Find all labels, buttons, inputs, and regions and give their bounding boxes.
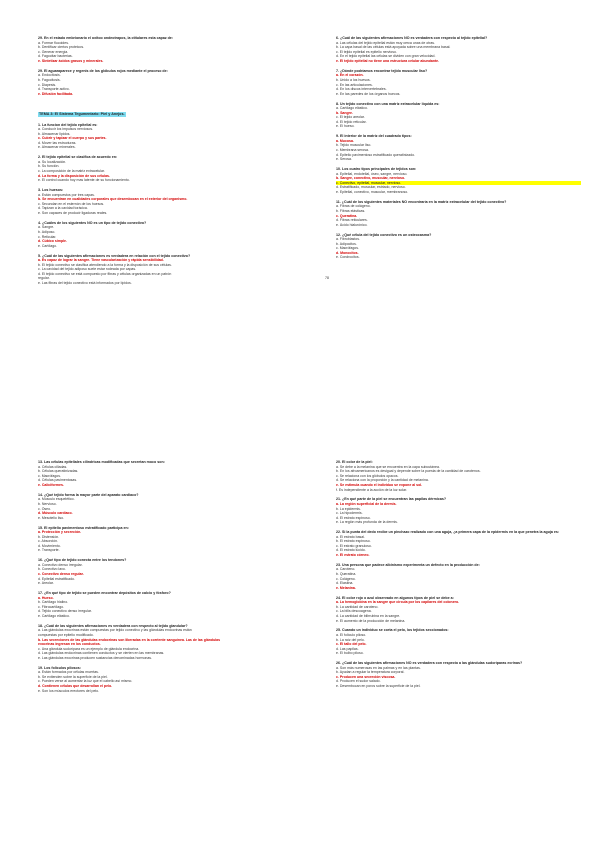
- question-block: [38, 526, 283, 554]
- answer-option: a. Están compuestos por tres capas.: [38, 192, 95, 197]
- answer-option: c. El estrato granuloso.: [336, 543, 372, 548]
- answer-option: c. El tejido epitelial es epitelio nervioso.: [336, 49, 397, 54]
- question-block: [38, 460, 283, 488]
- question-block: [38, 36, 283, 64]
- answer-option-correct: e. Sintetizar ácidos grasos y minerales.: [38, 58, 104, 63]
- question-text: 10. Los cuatro tipos principales de tejidos son:: [336, 167, 417, 171]
- question-text: 5. ¿Cuál de las siguientes afirmaciones es verdadera en relación con el tejido conectivo?: [38, 253, 191, 258]
- answer-option: d. El tejido conectivo se está compuesto por fibras y células organizadas en un patrón: [38, 271, 172, 276]
- answer-option: d. En el tejido epitelial las células se dividen con gran velocidad.: [336, 54, 436, 59]
- answer-option-correct: a. En el corazón.: [336, 73, 364, 78]
- answer-option: d. Tejido conectivo denso irregular.: [38, 609, 92, 614]
- answer-option: b. Almacenar lipidos.: [38, 131, 71, 136]
- answer-option: d. Elastina.: [336, 581, 354, 586]
- question-block: [38, 221, 283, 249]
- question-text: 3. Los huesos:: [38, 188, 64, 192]
- question-block: [38, 69, 283, 97]
- question-text: 17. ¿En qué tipo de tejido se pueden encontrar depósitos de calcio y fósforo?: [38, 591, 171, 595]
- answer-option: c. Reticular.: [38, 234, 57, 239]
- answer-option: e. Desembocan en poros sobre la superficie de la piel.: [336, 684, 421, 689]
- answer-option: d. Tapizan a la cavidad torácica.: [38, 206, 88, 211]
- question-block: [38, 666, 283, 694]
- answer-option: d. El tejido reticular.: [336, 119, 367, 124]
- answer-option: c. Pueden verse al aumentar la luz que el cabello así mismo.: [38, 679, 133, 684]
- answer-option: b. Dentificar ciertos proteicos.: [38, 45, 85, 50]
- answer-option: a. Formar flucoides.: [38, 40, 69, 45]
- answer-option: e. Son los músculos erectores del pelo.: [38, 688, 100, 693]
- answer-option: b. Tejido muscular liso.: [336, 143, 372, 148]
- question-block: [336, 200, 581, 228]
- answer-option: a. Son más numerosas en las palmas y en las plantas.: [336, 665, 421, 670]
- answer-option-correct: d. Cúbico simple.: [38, 239, 67, 244]
- question-text: 22. Si la punta del dedo recibe un pinchazo realizado con una aguja, ¿a primera capa de la epidermis en la que penetra la aguja es:: [336, 530, 560, 535]
- column-top-left: [38, 36, 283, 291]
- answer-option: d. Células pavimentosas.: [38, 478, 78, 483]
- question-block: [336, 596, 581, 624]
- answer-option-correct: d. Músculo cardíaco.: [38, 511, 73, 516]
- answer-option: a. El folículo piloso.: [336, 632, 367, 637]
- answer-option: a. Se debe a la melanina que se encuentra en la capa subcutánea.: [336, 464, 440, 469]
- answer-option: c. Generar energia.: [38, 49, 69, 54]
- answer-option: b. Conectivo laxo.: [38, 567, 66, 572]
- answer-option-correct: exocrinas ingresan en los conductos.: [38, 642, 101, 647]
- question-block: [336, 134, 581, 162]
- answer-option: d. Epitelial estratificado.: [38, 576, 75, 581]
- answer-option-correct: c. El tallo del pelo.: [336, 642, 367, 647]
- question-text: 8. Un tejido conectivo con una matriz extracelular líquida es:: [336, 101, 440, 106]
- answer-option: a. Músculo esquelético.: [38, 497, 75, 502]
- answer-option: a. Cartílago elástico.: [336, 106, 368, 111]
- answer-option: d. Fagocitar bacterias.: [38, 54, 73, 59]
- answer-option: e. El control cuando hoy mas latente de su funcionamiento.: [38, 178, 130, 183]
- answer-option: d. En los discos intervertebrales.: [336, 87, 387, 92]
- question-text: 9. El interior de la matriz del cuadrado tipos:: [336, 134, 412, 139]
- answer-option: a. Caroteno.: [336, 567, 356, 572]
- answer-option: e. Cartílago elástico.: [38, 613, 70, 618]
- answer-option: c. Macrófagos.: [336, 246, 359, 251]
- answer-option: b. Se extienden sobre la superficie de la piel.: [38, 674, 108, 679]
- question-block: [38, 558, 283, 586]
- answer-option: e. El aumento de la producción de melanina.: [336, 618, 406, 623]
- answer-option: a. El estrato basal.: [336, 534, 365, 539]
- answer-option: c. Óseo.: [38, 506, 52, 511]
- answer-option: b. La cantidad de caroteno.: [336, 604, 379, 609]
- topic-heading: TEMA 3: El Sistema Tegumentario: Piel y Anejos.: [39, 111, 125, 116]
- answer-option: e. Las fibras del tejido conectivo está informados por lípidos.: [38, 281, 132, 286]
- answer-option: a. Conectivo denso irregular.: [38, 562, 83, 567]
- answer-option: e. Transporte.: [38, 548, 60, 553]
- question-text: 26. ¿Cuál de las siguientes afirmaciones NO es verdadera con respecto a las glándulas sudoríparas ecrinas?: [336, 661, 523, 666]
- answer-option: e. Epitelial, conectivo, muscular, membranoso.: [336, 189, 409, 194]
- answer-option: c. Absorción.: [38, 539, 59, 544]
- answer-option: b. Adiposo.: [38, 229, 56, 234]
- answer-option: a. Fibras de colágeno.: [336, 204, 371, 209]
- answer-option: b. La raíz del pelo.: [336, 637, 365, 642]
- question-text: 15. El epitelio pavimentoso estratificado participa en:: [38, 525, 129, 530]
- answer-option: e. El bulbo piloso.: [336, 651, 364, 656]
- answer-option: c. Membrana serosa.: [336, 148, 369, 153]
- answer-option: b. Unido a los huesos.: [336, 77, 371, 82]
- answer-option: e. Almacenar minerales.: [38, 145, 76, 150]
- answer-option: c. Conectivo, epitelial, muscular, nervioso.: [336, 181, 581, 186]
- question-text: 2. El tejido epitelial se clasifica de acuerdo en:: [38, 155, 118, 160]
- question-block: [336, 497, 581, 525]
- question-text: 21. ¿En qué parte de la piel se encuentran las papilas dérmicas?: [336, 497, 447, 502]
- question-block: [336, 460, 581, 492]
- answer-option-correct: b. Sangre, conectivo, muscular, nervioso.: [336, 176, 406, 181]
- answer-option-correct: e. Caliciformes.: [38, 482, 64, 487]
- question-block: [336, 69, 581, 97]
- answer-option: c. Macrófagos.: [38, 473, 61, 478]
- answer-option-correct: c. Cubrir y tapizar el cuerpo y sus partes.: [38, 136, 107, 141]
- answer-option: e. Las glándulas exocrinas producen sustancias denominadas hormonas.: [38, 655, 153, 660]
- answer-option: e. Son capaces de producir ligaduras reales.: [38, 210, 108, 215]
- answer-option-correct: a. Es capaz de lograr la sangre. Tiene vascularización y rápida sensibilidad.: [38, 258, 164, 263]
- question-block: [336, 661, 581, 689]
- column-top-right: [336, 36, 581, 265]
- answer-option-correct: e. El tejido epitelial no tiene una estructura celular abundante.: [336, 58, 440, 63]
- side-number: 78: [325, 276, 329, 280]
- answer-option: d. Se relaciona con la proporción y la cantidad de melanina.: [336, 478, 429, 483]
- answer-option: a. Su localización.: [38, 159, 67, 164]
- answer-option-correct: b. Las secreciones de las glándulas endocrinas son liberadas en la corriente sanguínea. Las de las glándulas: [38, 637, 221, 642]
- answer-option: a. Endocitosis.: [38, 73, 61, 78]
- question-block: [38, 188, 283, 216]
- answer-option-correct: d. La forma y la disposición de sus células.: [38, 173, 110, 178]
- question-block: [336, 233, 581, 261]
- question-block: [38, 624, 283, 661]
- question-block: [38, 254, 283, 286]
- answer-option-correct: d. Contienen células que desarrollan el pelo.: [38, 684, 113, 689]
- answer-option: a. Fibroblastos.: [336, 237, 360, 242]
- answer-option-correct: c. Conectivo denso regular.: [38, 572, 84, 577]
- question-block: [336, 563, 581, 591]
- answer-option-correct: a. Mucosa.: [336, 138, 354, 143]
- answer-option-correct: a. Protección y secreción.: [38, 530, 82, 535]
- answer-option: c. Una glándula sudorípara es un ejemplo de glándula endocrina.: [38, 646, 140, 651]
- answer-option-correct: e. Se estimula cuando el individuo se expone al sol.: [336, 482, 423, 487]
- question-text: 14. ¿Qué tejido forma la mayor parte del aparato cardiaco?: [38, 492, 139, 497]
- answer-option: c. La cavidad del tejido adiposo suele estar rodeada por capas.: [38, 267, 137, 272]
- answer-option: a. Epitelial, endotelial, óseo, sangre, nervioso.: [336, 171, 408, 176]
- answer-option: c. La composición de la matriz extracelular.: [38, 169, 105, 174]
- answer-option: c. El tejido areolar.: [336, 115, 365, 120]
- question-text: 4. ¿Cuáles de los siguientes NO es un tipo de tejido conectivo?: [38, 220, 147, 225]
- answer-option: c. Colágeno.: [336, 576, 356, 581]
- answer-option-correct: e. El estrato córneo.: [336, 553, 370, 558]
- answer-option: compuestas por epitelio modificado.: [38, 632, 94, 637]
- question-text: 19. Los folículos pilosos:: [38, 665, 81, 670]
- question-text: 20. El color de la piel:: [336, 460, 373, 464]
- question-text: 24. El color rojo o azul observado en algunos tipos de piel se debe a:: [336, 595, 454, 600]
- answer-option: b. El tejido conectivo se clasifica atendiendo a la forma y la disposición de sus células.: [38, 262, 172, 267]
- answer-option: e. Serosa.: [336, 157, 352, 162]
- question-text: 6. ¿Cuál de las siguientes afirmaciones NO es verdadera con respecto al tejido epitelial?: [336, 36, 488, 40]
- question-text: 29. En el estado embrionario el oxitoo ondeotrapos, la ctitulares esta capaz de:: [38, 36, 174, 40]
- question-text: 13. Las células epiteliales cilíndricas modificadas que secretan moco son:: [38, 460, 165, 464]
- answer-option: b. Distensión.: [38, 534, 60, 539]
- column-bottom-right: [336, 460, 581, 694]
- answer-option: d. Epitelio pavimentoso estratificado queratinizado.: [336, 152, 415, 157]
- question-block: [336, 167, 581, 195]
- question-text: 7. ¿Dónde podríamos encontrar tejido muscular liso?: [336, 68, 428, 73]
- answer-option: c. La bilis descoagena.: [336, 609, 372, 614]
- answer-option: c. La hipodermis.: [336, 511, 363, 516]
- answer-option: b. Su función.: [38, 164, 60, 169]
- answer-option: b. La capa basal de las células está apoyada sobre una membrana basal.: [336, 45, 451, 50]
- answer-option-correct: e. Difusión facilitada.: [38, 91, 74, 96]
- question-text: 16. ¿Qué tipo de tejido conecta entre los tendones?: [38, 558, 127, 563]
- answer-option-correct: d. Monocitos.: [336, 250, 359, 255]
- answer-option: c. Secundan en el esternón de los huesos.: [38, 201, 105, 206]
- answer-option-correct: a. La hemoglobina en la sangre que circula por los capilares del colonero.: [336, 600, 460, 605]
- answer-option: regular.: [38, 276, 50, 281]
- column-bottom-left: [38, 460, 283, 698]
- answer-option: b. En los afroamericanos es desigual y depende sobre la puesta de la cantidad de carotenos.: [336, 469, 481, 474]
- answer-option-correct: c. Producen una secreción viscosa.: [336, 674, 396, 679]
- question-block: [336, 628, 581, 656]
- answer-option-correct: a. Hueso.: [38, 595, 54, 600]
- answer-option: e. Mesotelio liso.: [38, 515, 65, 520]
- answer-option: d. Mover las estructuras.: [38, 140, 77, 145]
- answer-option: e. En las paredes de los órganos huecos.: [336, 91, 401, 96]
- answer-option: a. Las glándulas exocrinas están compuestas por tejido conectivo y las glándulas endocrinas están: [38, 628, 192, 633]
- question-block: [38, 155, 283, 183]
- answer-option-correct: a. La región superficial de la dermis.: [336, 501, 397, 506]
- answer-option: a. Conducir los impulsos nerviosos.: [38, 127, 94, 132]
- question-text: 25. Cuando un individuo se corta el pelo, los tejidos seccionados:: [336, 628, 449, 633]
- answer-option: e. Condrocitos.: [336, 255, 360, 260]
- answer-option: d. Las papilas.: [336, 646, 359, 651]
- question-text: 29. El aguaraparece y regenis de los glóbulos rojos mediante el proceso de:: [38, 68, 168, 73]
- answer-option: c. En las articulaciones.: [336, 82, 373, 87]
- answer-option: e. Ácido hialurónico.: [336, 222, 368, 227]
- question-text: 23. Una persona que padece albinismo experimenta un defecto en la producción de:: [336, 562, 480, 567]
- answer-option: b. Cartílago hialino.: [38, 600, 69, 605]
- answer-option: c. Diapesis.: [38, 82, 57, 87]
- answer-option: c. Se relaciona con los glóbulos opacos.: [336, 473, 399, 478]
- answer-option: a. Las células del tejido epitelial están muy cerca unas de otras.: [336, 40, 436, 45]
- answer-option: b. Nervioso.: [38, 501, 57, 506]
- answer-option: b. La epidermis.: [336, 506, 361, 511]
- answer-option: e. La región más profunda de la dermis.: [336, 520, 398, 525]
- answer-option: a. Sangre.: [38, 225, 55, 230]
- page-bottom: [0, 424, 600, 848]
- answer-option: d. Movimiento.: [38, 543, 61, 548]
- answer-option: a. Células ciliadas.: [38, 464, 68, 469]
- question-block: [38, 493, 283, 521]
- question-text: 18. ¿Cuál de las siguientes afirmaciones es verdadera con respecto al tejido glandular?: [38, 623, 188, 628]
- question-text: 1. La funcion del tejido epitelial es:: [38, 122, 98, 127]
- answer-option: d. Estratificado, muscular, estriado, nervioso.: [336, 185, 406, 190]
- answer-option: b. Células queratinizadas.: [38, 469, 79, 474]
- answer-option: b. Fibras elásticas.: [336, 208, 366, 213]
- question-block: [38, 123, 283, 151]
- answer-option: e. El hueso.: [336, 124, 355, 129]
- answer-option: d. Transporte activo.: [38, 87, 70, 92]
- question-block: [38, 591, 283, 619]
- question-text: 11. ¿Cuál de los siguientes materiales NO encontraría en la matriz extracelular del tejido conectivo?: [336, 199, 507, 204]
- answer-option: b. Ayudan a regular la temperatura corporal.: [336, 670, 405, 675]
- answer-option: f. Es independiente a la acción de la luz solar.: [336, 487, 408, 492]
- answer-option-correct: e. Melanina.: [336, 585, 356, 590]
- question-block: [336, 530, 581, 558]
- answer-option: d. El estrato espinoso.: [336, 515, 371, 520]
- answer-option-correct: c. Queratina.: [336, 213, 358, 218]
- question-text: 12. ¿Qué célula del tejido conectivo es un osteocasma?: [336, 232, 432, 237]
- answer-option: c. Fibrocartílago.: [38, 604, 65, 609]
- answer-option-correct: b. Se encuentran en cualidades corporales que desembocan en el exterior del organismo.: [38, 197, 188, 202]
- answer-option: b. Adipocitos.: [336, 241, 357, 246]
- answer-option-correct: b. Sangre.: [336, 110, 353, 115]
- question-block: [336, 36, 581, 64]
- answer-option: d. La cantidad de bilirrubina en la sangre.: [336, 613, 401, 618]
- answer-option: d. El estrato lúcido.: [336, 548, 366, 553]
- answer-option: b. El estrato espinoso.: [336, 539, 371, 544]
- answer-option: d. Fibras reticulares.: [336, 218, 368, 223]
- answer-option: d. Las glándulas endocrinas contienen conductos y se vierten en las membranas.: [38, 651, 165, 656]
- answer-option: b. Fagocitosis.: [38, 77, 61, 82]
- answer-option: d. Producen el sudor salado.: [336, 679, 381, 684]
- answer-option: a. Están formados por células muertas.: [38, 670, 99, 675]
- answer-option: b. Queratina.: [336, 572, 357, 577]
- answer-option: e. Areolar.: [38, 581, 54, 586]
- question-block: [336, 102, 581, 130]
- answer-option: e. Cartílago.: [38, 243, 58, 248]
